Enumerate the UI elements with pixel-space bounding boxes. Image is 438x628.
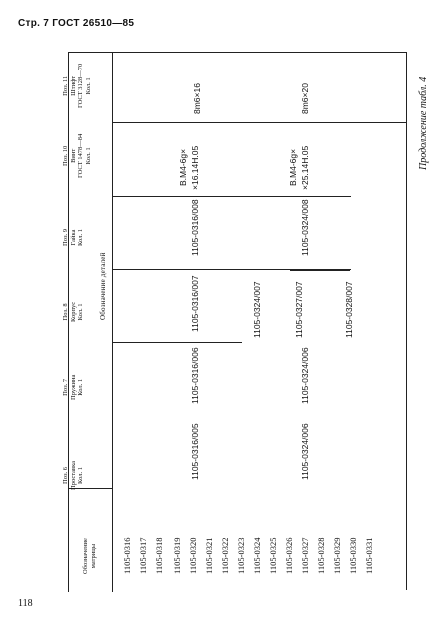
cell-p10-b2: ×25.14Н.05 — [300, 145, 310, 190]
col-line-p6-p7 — [112, 342, 242, 343]
row-label: 1105-0329 — [332, 537, 342, 574]
cell-p9-a: 1105-0316/008 — [190, 199, 200, 256]
row-label: 1105-0317 — [138, 537, 148, 574]
row-label: 1105-0320 — [188, 537, 198, 574]
cell-p9-b: 1105-0324/008 — [300, 199, 310, 256]
cell-p7-a: 1105-0316/006 — [190, 347, 200, 404]
cell-p11-a: 8m6×16 — [192, 83, 202, 114]
row-label: 1105-0318 — [154, 537, 164, 574]
cell-p8-c: 1105-0327/007 — [294, 281, 304, 338]
header-p8: Поз. 8 Корпус Кол. 1 — [62, 301, 84, 322]
row-label: 1105-0321 — [204, 537, 214, 574]
page-header: Стр. 7 ГОСТ 26510—85 — [18, 18, 135, 29]
header-p9: Поз. 9 Гайка Кол. 1 — [62, 228, 84, 246]
row-label: 1105-0323 — [236, 537, 246, 574]
row-label: 1105-0319 — [172, 537, 182, 574]
header-p10: Поз. 10 Винт ГОСТ 1478—84 Кол. 1 — [62, 133, 92, 178]
row-label: 1105-0330 — [348, 537, 358, 574]
table-left-border — [68, 52, 406, 53]
row-label: 1105-0324 — [252, 537, 262, 574]
row-label: 1105-0326 — [284, 537, 294, 574]
row-label: 1105-0328 — [316, 537, 326, 574]
cell-p6-b: 1105-0324/006 — [300, 423, 310, 480]
cell-p8-d: 1105-0328/007 — [344, 281, 354, 338]
row-lines — [112, 52, 113, 590]
page-number: 118 — [18, 598, 33, 609]
row-label: 1105-0322 — [220, 537, 230, 574]
cell-p6-a: 1105-0316/005 — [190, 423, 200, 480]
header-p7: Поз. 7 Пружина Кол. 1 — [62, 374, 84, 400]
row-label: 1105-0331 — [364, 537, 374, 574]
table-right-border — [406, 52, 407, 590]
cell-p10-b1: В.М4-6g× — [288, 148, 298, 186]
header-p6: Поз. 6 Проставка Кол. 1 — [62, 460, 84, 490]
col-line-p9-p10 — [112, 122, 406, 123]
row-label: 1105-0325 — [268, 537, 278, 574]
header-designation: Обозначение матрицы — [82, 538, 97, 574]
row-label: 1105-0316 — [122, 537, 132, 574]
middle-header: Обозначение деталей — [99, 252, 107, 320]
p8-sep-1 — [290, 270, 350, 271]
cell-p10-a1: В.М4-6g× — [178, 148, 188, 186]
cell-p8-b: 1105-0324/007 — [252, 281, 262, 338]
continuation-title: Продолжение табл. 4 — [418, 76, 429, 170]
col-line-p8-p9 — [112, 196, 351, 197]
cell-p7-b: 1105-0324/006 — [300, 347, 310, 404]
cell-p10-a2: ×16.14Н.05 — [190, 145, 200, 190]
cell-p11-b: 8m6×20 — [300, 83, 310, 114]
cell-p8-a: 1105-0316/007 — [190, 275, 200, 332]
header-p11: Поз. 11 Штифт ГОСТ 3128—70 Кол. 1 — [62, 63, 92, 108]
row-label: 1105-0327 — [300, 537, 310, 574]
